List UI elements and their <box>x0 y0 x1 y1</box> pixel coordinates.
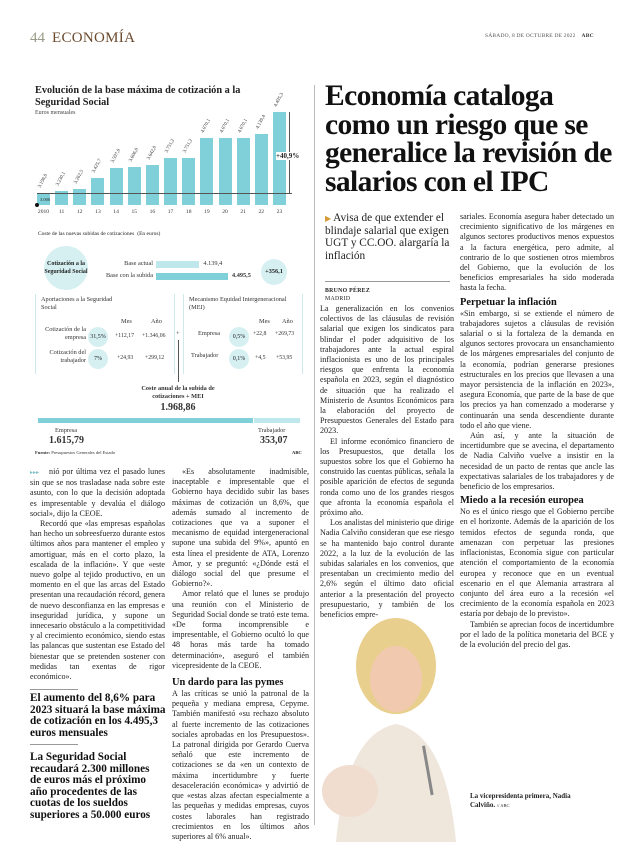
row-mes: +112,17 <box>115 333 134 339</box>
base-subida-value: 4.495,5 <box>232 272 251 279</box>
bar-value-label: 4.495,3 <box>273 91 285 108</box>
photo-credit: // ABC <box>496 803 510 808</box>
bar-value-label: 3.262,5 <box>73 169 86 185</box>
row-ano: +299,12 <box>145 355 165 361</box>
article-column-2 <box>320 304 454 620</box>
pct-circle: 0,5% <box>229 327 249 347</box>
paragraph: Recordó que «las empresas españolas han hecho un sobreesfuerzo durante estos últimos años para mantener el empleo y amortiguar, más en el corto plazo, la escalada de la inflación». Y que «este nuevo golpe al tejido productivo, en un momento en el que las arcas del Estado presentan una recaudación récord, genera de nuevo desconfianza en las empresas e inseguridad jurídica, y supone un innecesario obstáculo a la competitividad y al crecimiento económico, siendo estas las palancas que sustentan ese Estado del bienestar que se pretenden sostener con medidas tan exentas de rigor económico». <box>30 519 165 682</box>
base-actual-label: Base actual <box>124 260 153 267</box>
bar-value-label: 3.597,0 <box>110 148 122 164</box>
pct-circle: 0,1% <box>229 349 249 369</box>
photo-caption <box>470 792 580 810</box>
brand: ABC <box>581 33 594 39</box>
row-label: Cotización del trabajador <box>49 349 86 364</box>
paragraph: La generalización en los convenios colectivos de las cláusulas de revisión salarial que exigen los sindicatos para blindar el poder adquisitivo de los trabajadores ante la actual espiral inflacionista es uno de los principales riesgos que enfrenta la economía española en 2023, según el diagnóstico de situación que ha realizado el Ministerio de Asuntos Económicos para la elaboración del proyecto de Presupuestos Generales del Estado para 2023. <box>320 304 454 436</box>
x-tick-label: 22 <box>258 209 265 215</box>
date: SÁBADO, 8 DE OCTUBRE DE 2022 <box>485 33 576 39</box>
paragraph: «Sin embargo, si se extiende el número de trabajadores sujetos a cláusulas de revisión salarial o si la fortaleza de la demanda en algunos sectores provocara un ensanchamiento de los márgenes empresariales del conjunto de la economía, podrían generarse presiones estructurales en los precios que llevasen a una mayor persistencia de la inflación en 2023», asegura Economía, que parte de la base de que los precios ya han comenzado a moderarse y continuarán una senda descendiente durante todo el año que viene. <box>460 308 614 430</box>
empresa-label: Empresa <box>55 427 78 434</box>
x-tick-label: 12 <box>77 209 83 215</box>
chart-subtitle: Euros mensuales <box>35 110 76 116</box>
bar-value-label: 3.751,2 <box>164 138 177 155</box>
bar <box>255 134 268 205</box>
cost-chart-title <box>35 228 160 238</box>
trabajador-value: 353,07 <box>260 435 288 446</box>
base-maxima-chart <box>0 0 310 225</box>
paragraph: También se aprecian focos de incertidumbre por el lado de la política monetaria del BCE y de la evolución del precio del gas. <box>460 619 614 649</box>
x-tick-label: 11 <box>58 209 65 215</box>
pct-circle: 7% <box>88 349 108 369</box>
section-name: ECONOMÍA <box>52 30 136 46</box>
col-mes: Mes <box>121 318 132 325</box>
box-title: Aportaciones a la Seguridad Social <box>41 296 113 311</box>
row-ano: +53,95 <box>276 355 293 361</box>
subhead: Miedo a la recesión europea <box>460 495 584 507</box>
cost-unit: (En euros) <box>137 231 161 237</box>
row-ano: +269,73 <box>275 331 295 337</box>
x-tick-label: 23 <box>276 209 283 215</box>
bar-value-label: 3.425,7 <box>92 158 104 175</box>
col-ano: Año <box>151 318 162 325</box>
byline <box>325 281 450 303</box>
bar <box>237 138 250 205</box>
empresa-share-bar <box>38 418 253 423</box>
highlight-quote: La Seguridad Social recaudará 2.300 millones de euros más el próximo año procedentes de las cuotas de los sueldos superiores a 50.000 euros <box>30 751 151 821</box>
col-mes: Mes <box>259 318 270 325</box>
aportaciones-box <box>35 294 175 374</box>
x-tick-label: 13 <box>95 209 101 215</box>
row-label: Cotización de la empresa <box>45 326 86 341</box>
total-value: 1.968,86 <box>160 402 196 413</box>
bar-value-label: 3.230,1 <box>55 171 68 187</box>
row-mes: +4,5 <box>255 355 266 361</box>
paragraph-text: nió por última vez el pasado lunes sin que se nos trasladase nada sobre este asunto, con lo que la decisión adoptada es impresentable y devalúa el diálogo social», dijo la CEOE. <box>30 467 165 518</box>
side-column-1 <box>30 467 165 682</box>
paragraph <box>30 467 165 519</box>
bar <box>73 189 86 205</box>
x-tick-label: 14 <box>113 209 119 215</box>
triangle-bullet-icon: ▶ <box>325 214 332 223</box>
graphic-credit: ABC <box>292 450 302 455</box>
x-tick-label: 20 <box>222 209 228 215</box>
row-ano: +1.346,06 <box>142 333 166 339</box>
dateline <box>485 33 594 39</box>
difference-circle: +356,1 <box>261 259 287 285</box>
article-column-3 <box>460 212 614 650</box>
paragraph: Aún así, y ante la situación de incertidumbre que se avecina, el departamento de Nadia Calviño vuelve a insistir en la necesidad de un pacto de rentas que ancle las expectativas salariales de los trabajadores y de beneficio de los empresarios. <box>460 431 614 492</box>
row-mes: +22,8 <box>253 331 267 337</box>
x-tick-label: 16 <box>149 209 156 215</box>
trabajador-share-bar <box>254 418 300 423</box>
paragraph: A las críticas se unió la patronal de la pequeña y mediana empresa, Cepyme. También manifestó «su rechazo absoluto al fuerte incremento de las cotizaciones sociales aprobadas en los Presupuestos». La patronal dirigida por Gerardo Cuerva señaló que este incremento de cotizaciones se da «en un contexto de máxima incertidumbre y fuerte desaceleración económica» y advirtió de que «estas alzas afectan especialmente a las pequeñas y medidas empresas, cuyos costes laborales han registrado crecimientos en los últimos años superiores al 6% anual». <box>172 689 309 841</box>
bar-value-label: 3.198,0 <box>37 173 50 189</box>
bar-value-label: 4.070,1 <box>200 118 213 135</box>
plus-sign: + <box>176 330 180 337</box>
reference-line <box>37 193 292 194</box>
paragraph: No es el único riesgo que el Gobierno percibe en el horizonte. Además de la aparición de los temidos efectos de segunda ronda, que amenazan con perpetuar las presiones inflacionistas, Economía sigue con particular atención el comportamiento de la economía europea y reconoce que en un eventual escenario en el que Alemania arrastrara al conjunto del área euro a la recesión «el crecimiento de la economía española en 2023 estaría por debajo de lo previsto». <box>460 507 614 619</box>
row-mes: +24,93 <box>117 355 134 361</box>
subhead: Perpetuar la inflación <box>460 296 557 308</box>
cotizacion-circle: Cotización a la Seguridad Social <box>44 246 88 290</box>
bar <box>182 158 195 205</box>
empresa-value: 1.615,79 <box>49 435 84 446</box>
base-actual-value: 4.139,4 <box>203 260 223 267</box>
trabajador-label: Trabajador <box>258 427 286 434</box>
box-title: Mecanismo Equidad Intergeneracional (MEI) <box>189 296 287 311</box>
headline: Economía cataloga como un riesgo que se generalice la revisión de salarios con el IPC <box>325 80 612 198</box>
paragraph: Amor relató que el lunes se produjo una reunión con el Ministerio de Seguridad Social donde se trató este tema. «De forma incomprensible e impresentable, el Gobierno ocultó lo que 48 horas más tarde ha tomado determinación», aseguró el también vicepresidente de la CEOE. <box>172 589 309 670</box>
chart-title: Evolución de la base máxima de cotización a la Seguridad Social <box>35 85 241 108</box>
cost-title-text: Coste de las nuevas subidas de cotizaciones <box>38 231 135 237</box>
page-number: 44 <box>30 30 45 46</box>
location: MADRID <box>325 296 351 302</box>
bar-value-label: 3.751,2 <box>182 138 195 155</box>
row-label: Trabajador <box>191 352 219 359</box>
continuation-icon: ▸▸▸ <box>30 470 40 476</box>
arrow-line <box>178 340 179 382</box>
x-tick-label: 2010 <box>37 209 50 215</box>
base-subida-label: Base con la subida <box>105 272 153 279</box>
column-divider <box>314 85 315 825</box>
x-tick-label: 17 <box>167 209 174 215</box>
bar <box>110 168 123 205</box>
x-tick-label: 21 <box>240 209 246 215</box>
paragraph: sariales. Economía asegura haber detectado un crecimiento significativo de los márgenes en algunos sectores productivos menos expuestos a la factura energética, pero admite, al contrario de lo que sostienen otros miembros del Gobierno, que la evolución de los beneficios empresariales ha sido moderada hasta la fecha. <box>460 212 614 293</box>
nadia-calvino-photo <box>322 606 456 842</box>
divider <box>30 689 78 690</box>
source-note <box>35 450 115 455</box>
x-tick-label: 18 <box>185 209 192 215</box>
bar <box>200 138 213 205</box>
x-tick-label: 15 <box>131 209 138 215</box>
divider <box>30 744 78 745</box>
total-label: Coste anual de la subida de cotizaciones + MEI <box>141 385 215 400</box>
baseline-dot <box>35 203 39 207</box>
pct-circle: 31,5% <box>88 327 108 347</box>
col-ano: Año <box>282 318 293 325</box>
author: BRUNO PÉREZ <box>325 288 371 294</box>
deck-text: Avisa de que extender el blindaje salarial que exigen UGT y CC.OO. alargaría la inflación <box>325 212 450 262</box>
growth-annotation: +40,9% <box>276 152 300 160</box>
mei-box <box>183 294 303 374</box>
bar-value-label: 3.606,0 <box>128 147 140 164</box>
bar-value-label: 4.139,4 <box>255 114 267 130</box>
paragraph: «Es absolutamente inadmisible, inaceptable e impresentable que el Gobierno haya decidido subir las bases máximas de cotización un 8,6%, que además sumado al incremento de cotizaciones que va a suponer el mecanismo de equidad intergeneracional supone una subida del 9%», apuntó en esta línea el presidente de ATA, Lorenzo Amor, y se preguntó: «¿Dónde está el diálogo social del que presume el Gobierno?». <box>172 467 309 589</box>
bar <box>219 138 232 205</box>
bar-value-label: 4.070,1 <box>219 118 231 135</box>
bar <box>164 158 177 205</box>
source-label: Fuente: <box>35 450 51 455</box>
bar <box>146 165 159 205</box>
caption-text: La vicepresidenta primera, Nadia Calviño. <box>470 792 571 809</box>
bar-value-label: 4.070,1 <box>237 118 249 135</box>
deck <box>325 212 453 262</box>
x-tick-label: 19 <box>204 209 210 215</box>
bar-value-label: 3.642,0 <box>146 145 158 161</box>
paragraph: Los analistas del ministerio que dirige Nadia Calviño consideran que ese riesgo se ha mantenido bajo control durante 2022, a la luz de la evolución de las subidas salariales en los convenios, que presentaban un crecimiento medio del 2,6% según el último dato oficial anterior a la presentación del proyecto presupuestario, y también de los beneficios empre- <box>320 518 454 620</box>
row-label: Empresa <box>198 330 221 337</box>
base-subida-bar <box>156 273 228 280</box>
side-column-2 <box>172 467 309 842</box>
bar <box>128 167 141 205</box>
highlight-quote: El aumento del 8,6% para 2023 situará la base máxima de cotización en los 4.495,3 euros mensuales <box>30 692 166 739</box>
baseline-label: 3.000 <box>40 197 51 202</box>
paragraph: El informe económico financiero de los Presupuestos, que detalla los supuestos sobre los que el Gobierno ha construido las cuentas públicas, señala la posible aparición de efectos de segunda ronda como uno de los grandes riesgos que afronta la economía española el próximo año. <box>320 436 454 518</box>
base-actual-bar <box>156 261 199 268</box>
source-text: Presupuestos Generales del Estado <box>51 450 116 455</box>
subhead: Un dardo para las pymes <box>172 677 284 689</box>
